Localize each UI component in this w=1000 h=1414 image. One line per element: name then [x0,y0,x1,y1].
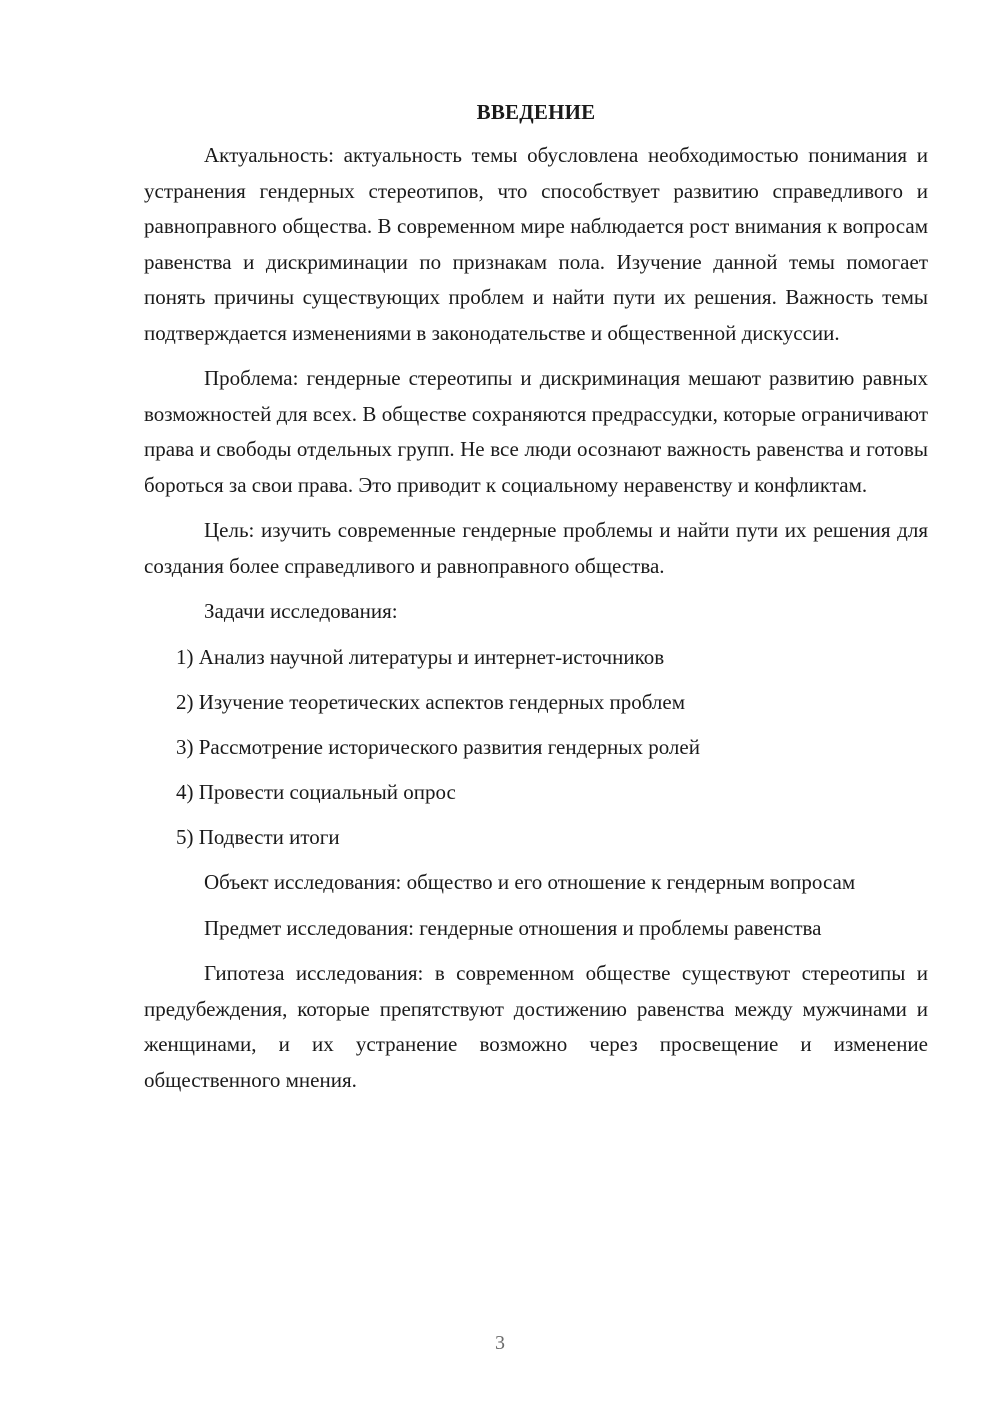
task-item: 1) Анализ научной литературы и интернет-источников [176,644,665,669]
task-item: 4) Провести социальный опрос [176,779,456,804]
document-page [144,96,928,1108]
tasks-list [144,640,928,856]
task-item: 5) Подвести итоги [176,824,340,849]
task-item: 2) Изучение теоретических аспектов гендерных проблем [176,689,686,714]
tasks-heading: Задачи исследования: [204,599,398,623]
task-item: 3) Рассмотрение исторического развития гендерных ролей [176,734,700,759]
object-paragraph: Объект исследования: общество и его отношение к гендерным вопросам [204,870,856,894]
document-title: ВВЕДЕНИЕ [476,100,596,124]
problem-paragraph: Проблема: гендерные стереотипы и дискриминация мешают развитию равных возможностей для всех. В обществе сохраняются предрассудки, которые ограничивают права и свободы отдельных групп. Не все люди осознают важность равенства и готовы бороться за свои права. Это приводит к социальному неравенству и конфликтам. [144,366,928,497]
page-number: 3 [495,1332,505,1354]
relevance-paragraph: Актуальность: актуальность темы обусловлена необходимостью понимания и устранения гендерных стереотипов, что способствует развитию справедливого и равноправного общества. В современном мире наблюдается рост внимания к вопросам равенства и дискриминации по признакам пола. Изучение данной темы помогает понять причины существующих проблем и найти пути их решения. Важность темы подтверждается изменениями в законодательстве и общественной дискуссии. [144,143,928,345]
subject-paragraph: Предмет исследования: гендерные отношения и проблемы равенства [204,915,822,940]
goal-paragraph: Цель: изучить современные гендерные проблемы и найти пути их решения для создания более справедливого и равноправного общества. [144,518,928,578]
hypothesis-paragraph: Гипотеза исследования: в современном обществе существуют стереотипы и предубеждения, которые препятствуют достижению равенства между мужчинами и женщинами, и их устранение возможно через просвещение и изменение общественного мнения. [144,961,928,1092]
